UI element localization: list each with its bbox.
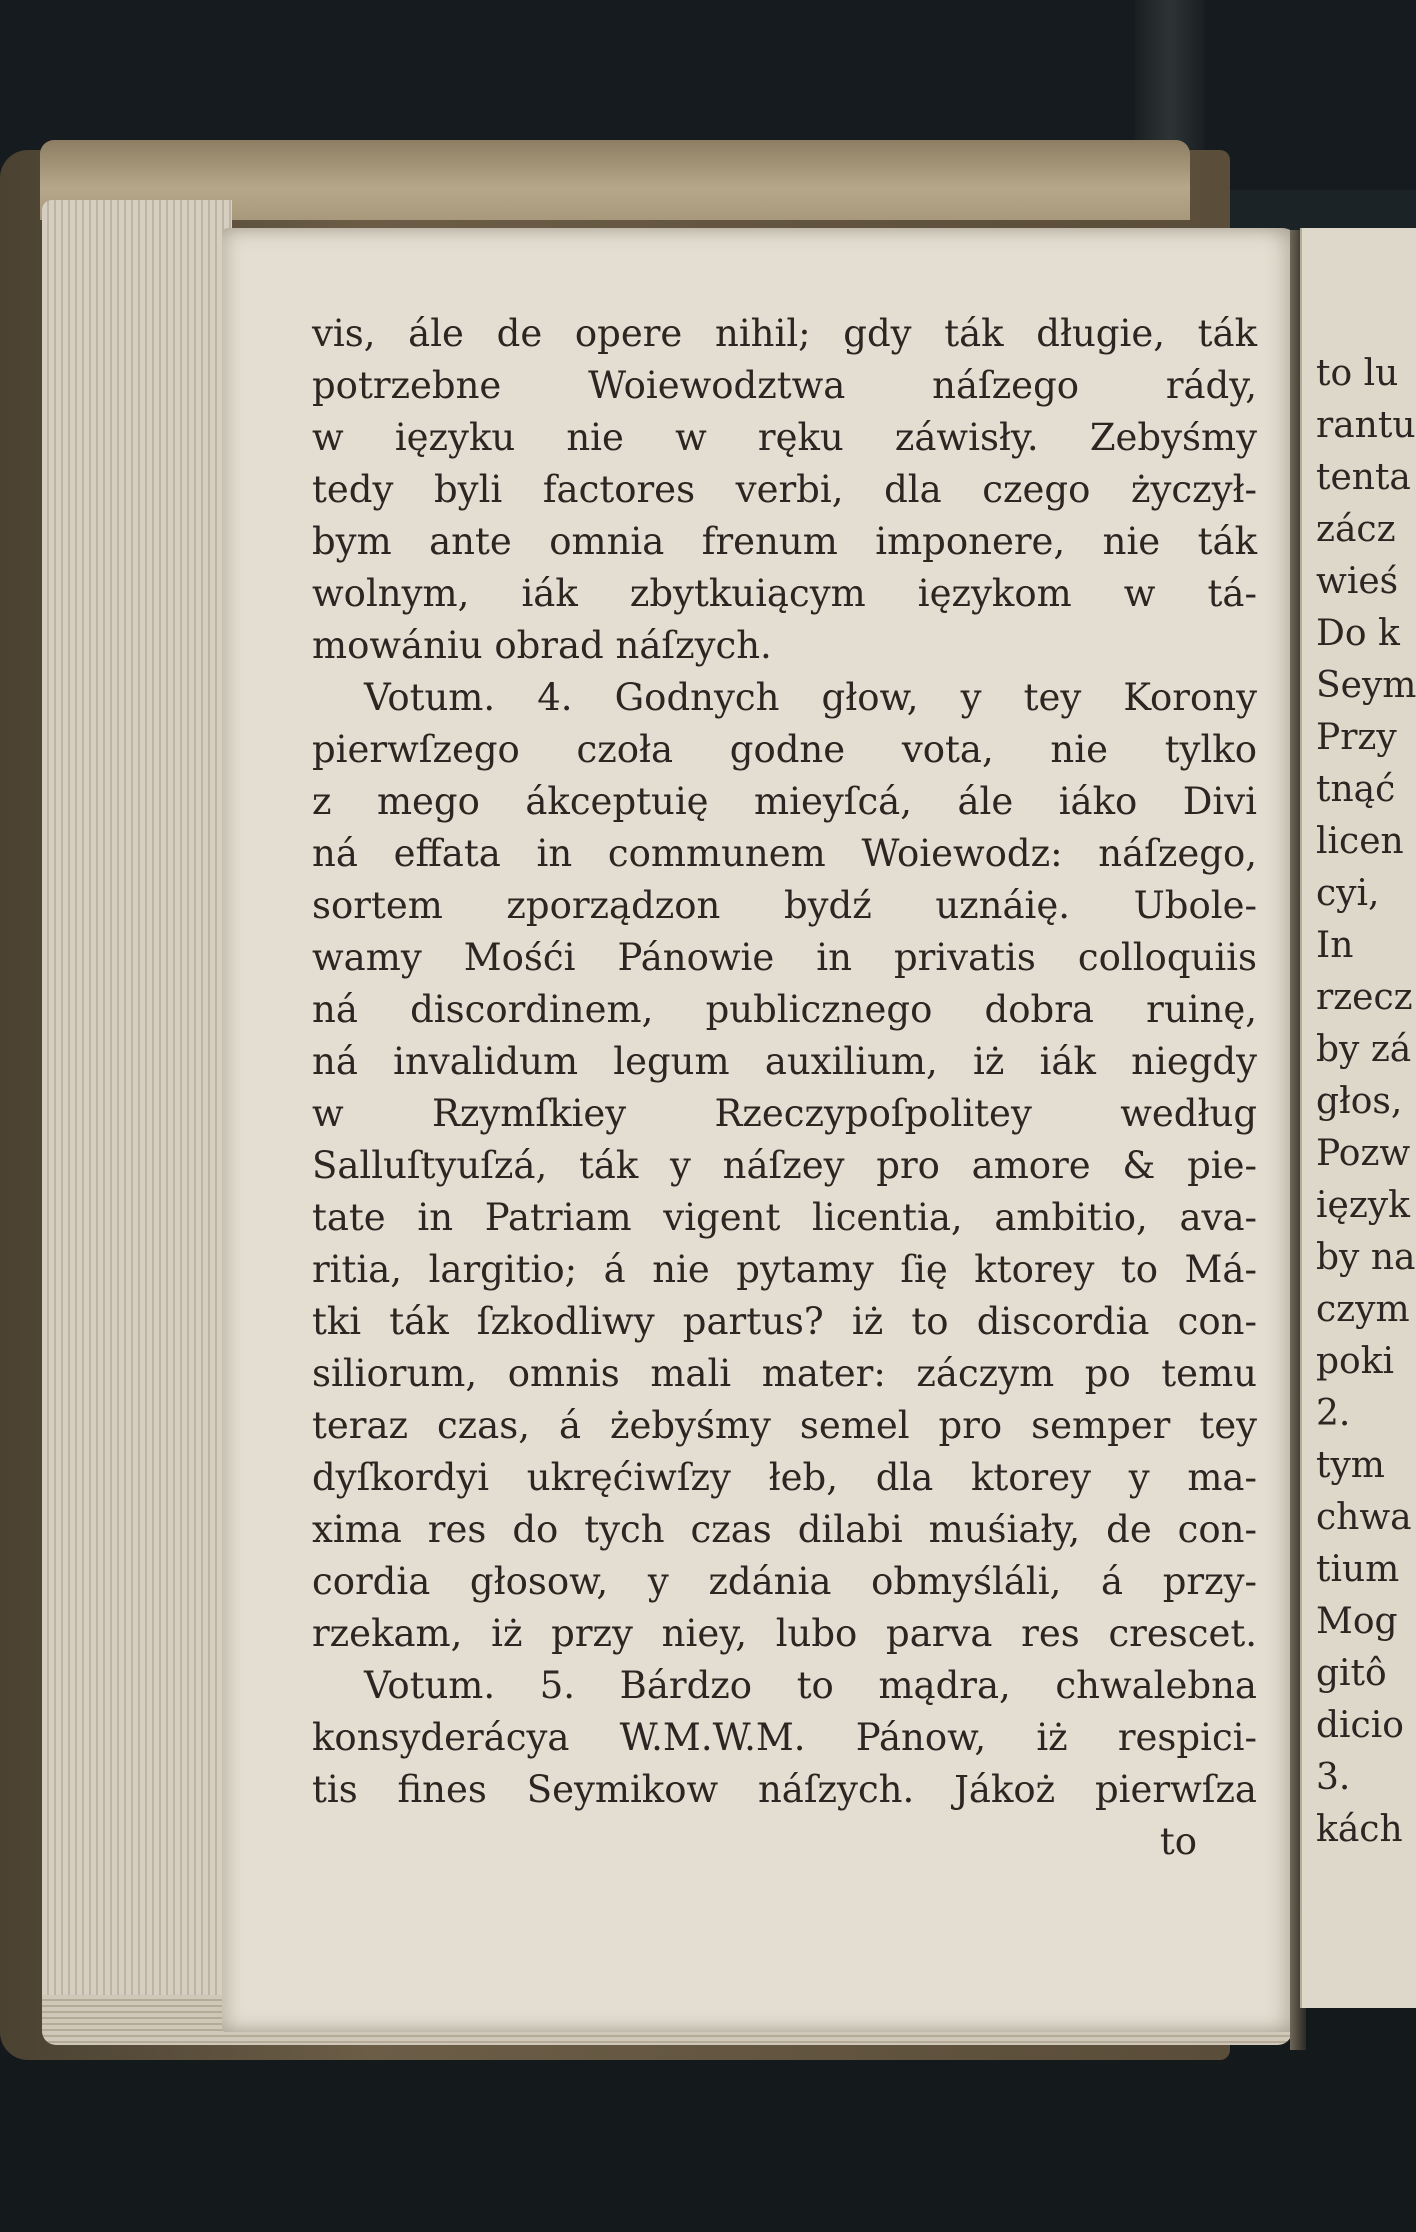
text-line: kách bbox=[1316, 1809, 1403, 1850]
right-page-edge bbox=[1300, 228, 1416, 2008]
text-line: konsyderácya W.M.W.M. Pánow, iż respici- bbox=[312, 1716, 1257, 1759]
text-line: ná effata in communem Woiewodz: náſzego, bbox=[312, 832, 1257, 875]
text-line: siliorum, omnis mali mater: záczym po temu bbox=[312, 1352, 1257, 1395]
text-line: Seym bbox=[1316, 665, 1416, 706]
text-line: vis, ále de opere nihil; gdy ták długie, ták bbox=[312, 312, 1257, 355]
text-line: tis fines Seymikow náſzych. Jákoż pierwſza bbox=[312, 1768, 1257, 1811]
text-line: Pozw bbox=[1316, 1133, 1411, 1174]
page-body-text bbox=[312, 308, 1257, 1868]
text-line: w ięzyku nie w ręku záwisły. Zebyśmy bbox=[312, 416, 1257, 459]
text-line: z mego ákceptuię mieyſcá, ále iáko Divi bbox=[312, 780, 1257, 823]
text-line: potrzebne Woiewodztwa náſzego rády, bbox=[312, 364, 1257, 407]
text-line: xima res do tych czas dilabi muśiały, de con- bbox=[312, 1508, 1257, 1551]
text-line: tate in Patriam vigent licentia, ambitio, ava- bbox=[312, 1196, 1257, 1239]
text-line: głos, bbox=[1316, 1081, 1403, 1122]
right-page-text bbox=[1316, 348, 1416, 1856]
text-line: tedy byli factores verbi, dla czego życzył- bbox=[312, 468, 1257, 511]
text-line: rzekam, iż przy niey, lubo parva res crescet. bbox=[312, 1612, 1257, 1655]
text-line: rantu bbox=[1316, 405, 1416, 446]
text-line: rzecz bbox=[1316, 977, 1413, 1018]
text-line: bym ante omnia frenum imponere, nie ták bbox=[312, 520, 1257, 563]
text-line: ná discordinem, publicznego dobra ruinę, bbox=[312, 988, 1257, 1031]
text-line: Votum. 4. Godnych głow, y tey Korony bbox=[364, 676, 1257, 719]
text-line: licen bbox=[1316, 821, 1404, 862]
text-line: sortem zporządzon bydź uznáię. Ubole- bbox=[312, 884, 1257, 927]
text-line: cordia głosow, y zdánia obmyśláli, á przy- bbox=[312, 1560, 1257, 1603]
text-line: by na bbox=[1316, 1237, 1416, 1278]
text-line: chwa bbox=[1316, 1497, 1412, 1538]
text-line: poki bbox=[1316, 1341, 1395, 1382]
text-line: tenta bbox=[1316, 457, 1411, 498]
text-line: pierwſzego czoła godne vota, nie tylko bbox=[312, 728, 1257, 771]
text-line: to lu bbox=[1316, 353, 1399, 394]
text-line: Mog bbox=[1316, 1601, 1398, 1642]
text-line: wamy Mośći Pánowie in privatis colloquiis bbox=[312, 936, 1257, 979]
text-line: dyſkordyi ukręćiwſzy łeb, dla ktorey y ma- bbox=[312, 1456, 1257, 1499]
text-line: Do k bbox=[1316, 613, 1400, 654]
text-line: In bbox=[1316, 925, 1354, 966]
catchword: to bbox=[1159, 1820, 1197, 1863]
text-line: wolnym, iák zbytkuiącym ięzykom w tá- bbox=[312, 572, 1257, 615]
text-line: Votum. 5. Bárdzo to mądra, chwalebna bbox=[364, 1664, 1257, 1707]
text-line: w Rzymſkiey Rzeczypoſpolitey według bbox=[312, 1092, 1257, 1135]
text-line: gitô bbox=[1316, 1653, 1387, 1694]
text-line: by zá bbox=[1316, 1029, 1412, 1070]
text-line: ná invalidum legum auxilium, iż iák niegdy bbox=[312, 1040, 1257, 1083]
text-line: 2. bbox=[1316, 1393, 1351, 1434]
text-line: teraz czas, á żebyśmy semel pro semper tey bbox=[312, 1404, 1257, 1447]
text-line: zácz bbox=[1316, 509, 1396, 550]
page-edges-left bbox=[42, 200, 232, 2030]
left-page bbox=[222, 228, 1300, 2032]
text-line: mowániu obrad náſzych. bbox=[312, 624, 772, 667]
text-line: tym bbox=[1316, 1445, 1385, 1486]
text-line: tium bbox=[1316, 1549, 1400, 1590]
text-line: Salluſtyuſzá, ták y náſzey pro amore & pie- bbox=[312, 1144, 1257, 1187]
text-line: ięzyk bbox=[1316, 1185, 1410, 1226]
text-line: tnąć bbox=[1316, 769, 1396, 810]
text-line: ritia, largitio; á nie pytamy ſię ktorey to Má- bbox=[312, 1248, 1257, 1291]
text-line: tki ták ſzkodliwy partus? iż to discordia con- bbox=[312, 1300, 1257, 1343]
text-line: wieś bbox=[1316, 561, 1399, 602]
text-line: dicio bbox=[1316, 1705, 1404, 1746]
text-line: Przy bbox=[1316, 717, 1397, 758]
text-line: czym bbox=[1316, 1289, 1410, 1330]
text-line: 3. bbox=[1316, 1757, 1351, 1798]
text-line: cyi, bbox=[1316, 873, 1380, 914]
